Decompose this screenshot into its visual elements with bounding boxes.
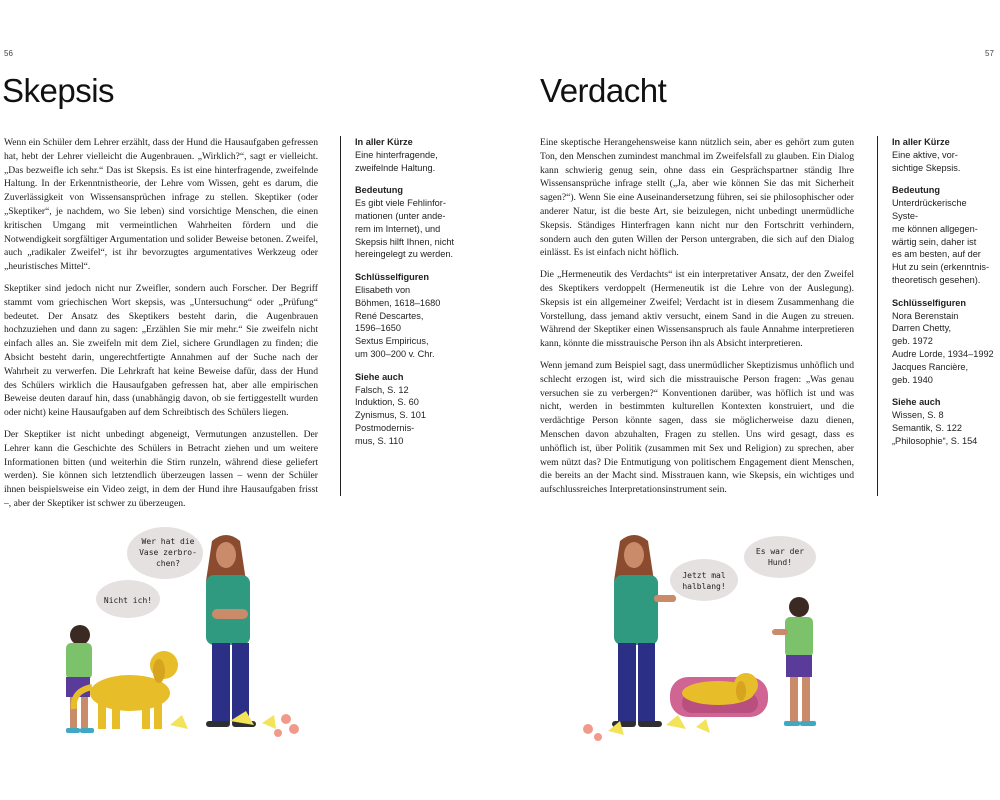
sidebar-line: Audre Lorde, 1934–1992 bbox=[892, 348, 994, 359]
sidebar-line: Böhmen, 1618–1680 bbox=[355, 297, 441, 308]
cross-reference: Zynismus, S. 101 bbox=[355, 410, 426, 421]
sidebar-block-bedeutung bbox=[892, 184, 995, 286]
sidebar-line: geb. 1972 bbox=[892, 336, 933, 347]
cross-reference: Induktion, S. 60 bbox=[355, 397, 419, 408]
sidebar-block-siehe-auch bbox=[892, 396, 995, 447]
cross-reference: Wissen, S. 8 bbox=[892, 410, 944, 421]
sidebar-line: zweifelnde Haltung. bbox=[355, 162, 436, 173]
student-figure bbox=[66, 625, 94, 733]
sidebar-line: theoretisch gesehen). bbox=[892, 274, 981, 285]
paragraph: Die „Hermeneutik des Verdachts“ ist ein interpretativer Ansatz, der den Zweifel des Skeptikers verdoppelt (Hermeneutik ist die Lehre von der Auslegung). Skepsis ist ein allgemeiner Zweifel; Verdacht ist in diesem Zusammenhang die Vorstellung, dass jemand aktiv versucht, einem Sand in die Augen zu streuen. Während der Skeptiker einen Wissensanspruch als faule Annahme interpretieren kann, könnte die misstrauische Person ihn als Absicht interpretieren. bbox=[540, 269, 854, 350]
cross-reference: Semantik, S. 122 bbox=[892, 422, 962, 433]
sidebar-heading: Schlüsselfiguren bbox=[892, 297, 967, 308]
sidebar-line: Hut zu sein (erkenntnis- bbox=[892, 262, 990, 273]
illustration-skepsis bbox=[40, 525, 320, 750]
sidebar-heading: Siehe auch bbox=[355, 371, 404, 382]
paragraph: Wenn ein Schüler dem Lehrer erzählt, dass der Hund die Hausaufgaben gefressen hat, hebt der Lehrer vielleicht die Augenbrauen. „Wirklich?“, sagt er vielleicht. „Das bezweifle ich sehr.“ Das ist Skepsis. Es ist eine hinterfragende, zweifelnde Haltung. In der Erkenntnistheorie, der Lehre vom Wissen, geht es darum, die Zuverlässigkeit von Wissensansprüchen infrage zu stellen. Skeptiker (oder „Skeptiker“, je nachdem, wo Sie leben) sind vorsichtige Menschen, die einen kritischen Umgang mit vermeintlichen Wahrheiten fördern und die Notwendigkeit sorgfältiger Argumentation und solider Beweise betonen. Zweifel, auch „radikaler Zweifel“, ist ihr bevorzugtes argumentatives Werkzeug oder „heuristisches Mittel“. bbox=[4, 137, 318, 273]
sidebar-line: Unterdrückerische Syste- bbox=[892, 198, 967, 221]
sidebar-heading: Siehe auch bbox=[892, 397, 941, 408]
page-title-right: Verdacht bbox=[540, 72, 667, 109]
sidebar-line: rem im Internet), und bbox=[355, 223, 441, 234]
paragraph: Eine skeptische Herangehensweise kann nützlich sein, aber es gehört zum guten Ton, den Menschen zumindest manchmal im Zweifelsfall zu glauben. Ein Dialog kann schwierig genug sein, ohne dass ein Gesprächspartner ständig Ihre Wissensansprüche infrage stellt („Ja, aber wie können Sie das mit Sicherheit sagen?“). Wenn Sie eine Auseinandersetzung führen, sei sie philosophischer oder anderer Natur, ist die beste Art, sie beizulegen, nicht unbedingt unermüdliche Skepsis. Ständiges Hinterfragen kann nicht nur den Fortschritt verhindern, sondern auch den guten Willen der Person untergraben, die sich auf den Dialog einlässt. Es ist einfach nicht höflich. bbox=[540, 137, 854, 259]
sidebar-heading: Schlüsselfiguren bbox=[355, 272, 430, 283]
sidebar-line: um 300–200 v. Chr. bbox=[355, 348, 435, 359]
sidebar-line: geb. 1940 bbox=[892, 374, 933, 385]
sidebar-block-siehe-auch bbox=[355, 371, 470, 448]
paragraph: Der Skeptiker ist nicht unbedingt abgeneigt, Vermutungen anzustellen. Der Lehrer kann die Geschichte des Schülers in Betracht ziehen und um weitere Informationen bitten (und weiterhin die Stirn runzeln, während diese geliefert werden). Sie können sich letztendlich überzeugen lassen – wenn der Schüler ihnen beispielsweise ein Video zeigt, in dem der Hund ihre Hausaufgaben frisst –, aber der Skeptiker ist schwer zu überzeugen. bbox=[4, 428, 318, 509]
sidebar-line: Nora Berenstain bbox=[892, 310, 959, 321]
sidebar-block-figuren bbox=[355, 271, 470, 361]
sidebar-right bbox=[877, 136, 995, 496]
sidebar-block-figuren bbox=[892, 297, 995, 387]
illustration-verdacht bbox=[578, 525, 838, 750]
body-text-right bbox=[540, 136, 854, 505]
body-text-left bbox=[4, 136, 318, 519]
bubble-text: halblang! bbox=[682, 582, 726, 591]
sidebar-block-kurz bbox=[355, 136, 470, 174]
bubble-text: Vase zerbro- bbox=[139, 548, 197, 557]
bubble-text: Wer hat die bbox=[141, 537, 195, 546]
cross-reference: Falsch, S. 12 bbox=[355, 384, 409, 395]
cross-reference: mus, S. 110 bbox=[355, 435, 404, 446]
sidebar-line: René Descartes, bbox=[355, 310, 424, 321]
sidebar-block-bedeutung bbox=[355, 184, 470, 261]
page-number-left: 56 bbox=[4, 49, 13, 58]
sidebar-line: Jacques Rancière, bbox=[892, 361, 969, 372]
sidebar-line: Sextus Empiricus, bbox=[355, 336, 429, 347]
cross-reference: „Philosophie“, S. 154 bbox=[892, 435, 978, 446]
sidebar-line: Es gibt viele Fehlinfor- bbox=[355, 198, 446, 209]
paragraph: Wenn jemand zum Beispiel sagt, dass unermüdlicher Skeptizismus unhöflich und schlecht erzogen ist, wird sich die misstrauische Person fragen: „Was genau versuchen sie zu verbergen?“ Konventionen darüber, was höflich ist und was nicht, werden in bestimmten kulturellen Kontexten konstruiert, und die verdächtige Person könnte sagen, dass sie möglicherweise dazu dienen, Menschen davon abzuhalten, Fragen zu stellen. Uns wird gesagt, dass es unhöflich ist, über Politik (zusammen mit Sex und Religion) zu sprechen, aber wem nützt das? Die Entmutigung von politischem Engagement dient Menschen, die bereits an der Macht sind. Misstrauen kann, wie Skepsis, ein wichtiges und aufschlussreiches Interpretationsinstrument sein. bbox=[540, 359, 854, 496]
sidebar-heading: Bedeutung bbox=[892, 185, 940, 196]
speech-bubble-teacher bbox=[670, 559, 738, 601]
sidebar-heading: In aller Kürze bbox=[355, 137, 413, 147]
teacher-figure bbox=[206, 535, 256, 727]
cross-reference: Postmodernis- bbox=[355, 422, 415, 433]
bubble-text: Nicht ich! bbox=[103, 596, 153, 605]
teacher-figure bbox=[612, 535, 676, 727]
sidebar-line: Elisabeth von bbox=[355, 284, 411, 295]
sidebar-line: Skepsis hilft Ihnen, nicht bbox=[355, 236, 455, 247]
sidebar-line: hereingelegt zu werden. bbox=[355, 249, 454, 260]
sidebar-line: me können allgegen- bbox=[892, 223, 978, 234]
sidebar-line: Darren Chetty, bbox=[892, 323, 952, 334]
sidebar-line: mationen (unter ande- bbox=[355, 210, 446, 221]
sidebar-line: Eine hinterfragende, bbox=[355, 149, 438, 160]
speech-bubble-student bbox=[744, 536, 816, 578]
page-number-right: 57 bbox=[985, 49, 994, 58]
sidebar-line: 1596–1650 bbox=[355, 323, 401, 334]
bubble-text: Hund! bbox=[767, 558, 793, 567]
sidebar-line: wärtig sein, daher ist bbox=[892, 236, 977, 247]
sidebar-heading: In aller Kürze bbox=[892, 137, 950, 147]
sidebar-line: es am besten, auf der bbox=[892, 249, 981, 260]
student-figure bbox=[772, 597, 816, 726]
sidebar-block-kurz bbox=[892, 136, 995, 174]
paragraph: Skeptiker sind jedoch nicht nur Zweifler, sondern auch Forscher. Der Begriff stammt vom griechischen Wort skepsis, was „Untersuchung“ oder „Prüfung“ bedeutet. Der Ansatz des Skeptikers besteht darin, die Augenbrauen hochzuziehen und dann zu sagen: „Erzählen Sie mir mehr.“ Sie zweifeln nicht einfach alles an. Sie zweifeln mit dem Ziel, sichere Grundlagen zu finden; die Absicht besteht darin, ungerechtfertigte Annahmen auf der Suche nach der Wahrheit zu verwerfen. Die Lehrkraft hat keine Beweise dafür, dass der Hund des Schülers wirklich die Hausaufgaben gefressen hat, aber alle empirischen Beweise deuten darauf hin, dass (unabhängig davon, ob sie fertiggestellt wurden oder nicht) keine Hausaufgaben auf dem Schreibtisch des Schülers liegen. bbox=[4, 282, 318, 419]
bubble-text: Jetzt mal bbox=[682, 571, 726, 580]
sidebar-heading: Bedeutung bbox=[355, 185, 403, 196]
sidebar-line: Eine aktive, vor- bbox=[892, 149, 958, 160]
bubble-text: Es war der bbox=[755, 547, 805, 556]
bubble-text: chen? bbox=[155, 559, 181, 568]
sidebar-line: sichtige Skepsis. bbox=[892, 162, 961, 173]
page-title-left: Skepsis bbox=[2, 72, 115, 109]
sidebar-left bbox=[340, 136, 470, 496]
